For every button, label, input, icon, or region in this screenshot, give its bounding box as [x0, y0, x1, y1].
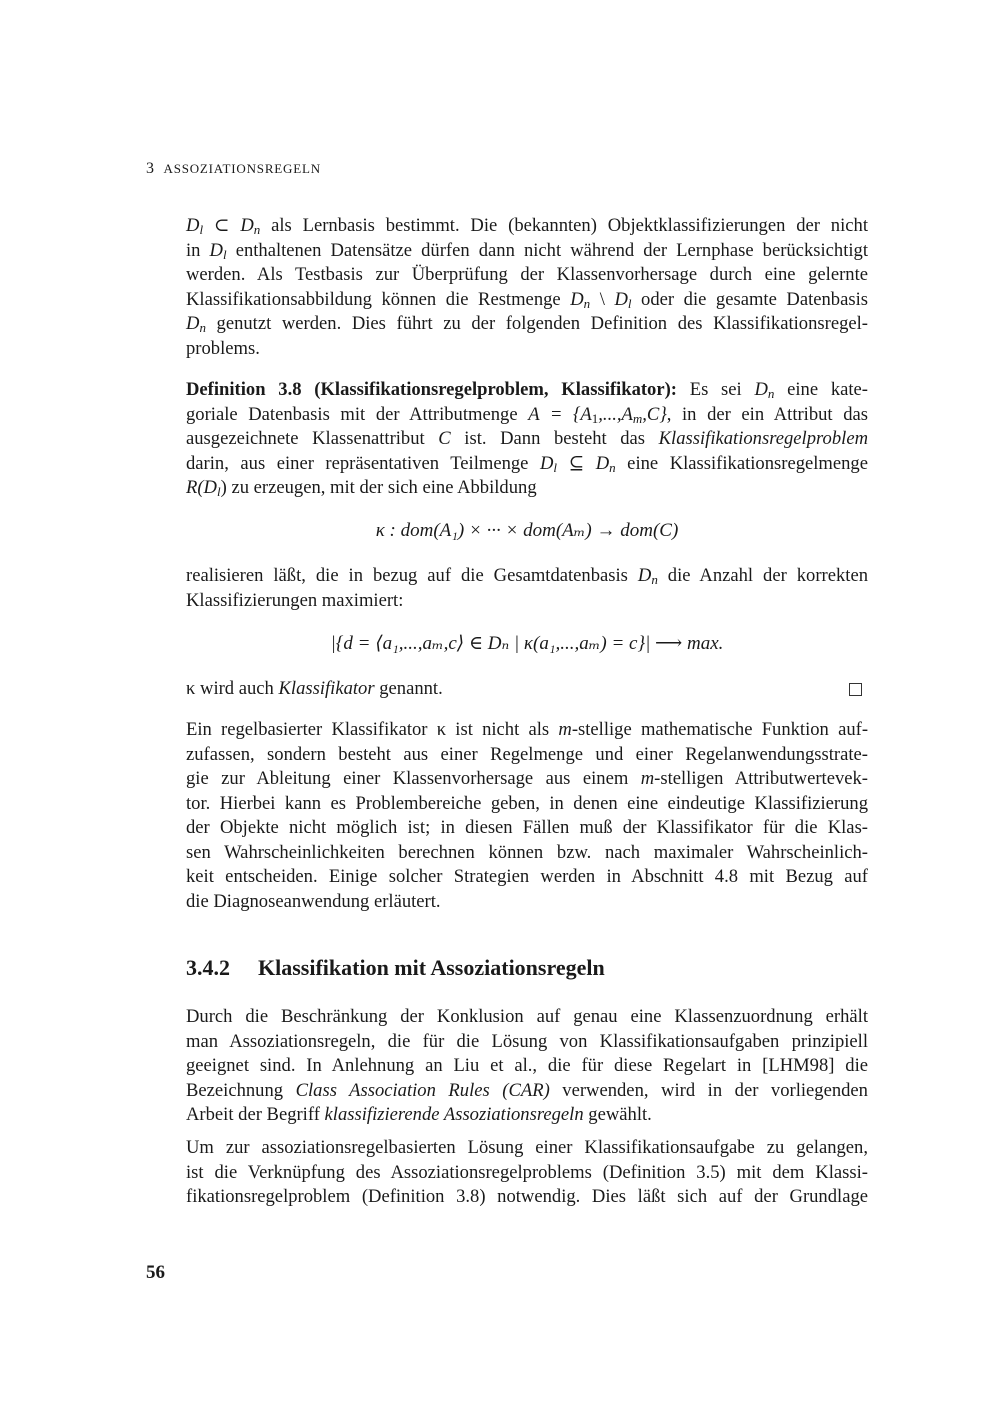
paragraph-intro [186, 214, 868, 361]
definition-closing-line: κ wird auch Klassifikator genannt. [186, 677, 868, 702]
text-line: werden. Als Testbasis zur Überprüfung der Klassenvorhersage durch eine gelernte [186, 264, 868, 285]
text-line: Arbeit der Begriff klassifizierende Assoziationsregeln gewählt. [186, 1104, 652, 1125]
text-line: $D_l$ ⊂ $D_n$ als Lernbasis bestimmt. Die (bekannten) Objektklassifizierungen der nicht [186, 215, 868, 237]
text-line: Klassifikationsabbildung können die Restmenge $D_n$ \ $D_l$ oder die gesamte Datenbasis [186, 288, 868, 311]
text-line: Ein regelbasierter Klassifikator κ ist nicht als m-stellige mathematische Funktion auf- [186, 719, 869, 740]
text-line: tor. Hierbei kann es Problembereiche geben, in denen eine eindeutige Klassifizierung [186, 792, 868, 814]
term-car: Class Association Rules (CAR) [295, 1079, 550, 1101]
text-line: in $D_l$ enthaltenen Datensätze dürfen dann nicht während der Lernphase berücksichtigt [186, 239, 868, 262]
text-line: Klassifizierungen maximiert: [186, 589, 404, 611]
text-line: gie zur Ableitung einer Klassenvorhersage aus einem m-stelligen Attributwertevek- [186, 768, 868, 789]
text-line: die Diagnoseanwendung erläutert. [186, 890, 441, 912]
text-line: geeignet sind. In Anlehnung an Liu et al., die für diese Regelart in [LHM98] die [186, 1055, 868, 1076]
definition-title: (Klassifikationsregelproblem, Klassifikator): [314, 379, 677, 400]
text-line: Bezeichnung Class Association Rules (CAR) verwenden, wird in der vorliegenden [186, 1079, 868, 1101]
chapter-title: ASSOZIATIONSREGELN [163, 161, 321, 176]
definition-continued [186, 564, 868, 613]
definition-label: Definition 3.8 [186, 379, 302, 400]
section-heading [186, 955, 605, 981]
text-line: $R(D_l)$ zu erzeugen, mit der sich eine Abbildung [186, 477, 537, 499]
chapter-number: 3 [146, 160, 155, 177]
term-klassifikator: Klassifikator [278, 678, 375, 699]
text-line: zufassen, sondern besteht aus einer Regelmenge und einer Regelanwendungsstrate- [186, 743, 868, 765]
text-line: Um zur assoziationsregelbasierten Lösung einer Klassifikationsaufgabe zu gelangen, [186, 1137, 868, 1158]
text-line: keit entscheiden. Einige solcher Strategien werden in Abschnitt 4.8 mit Bezug auf [186, 866, 868, 887]
text-line: $D_n$ genutzt werden. Dies führt zu der folgenden Definition des Klassifikationsregel- [186, 313, 868, 335]
section-title: Klassifikation mit Assoziationsregeln [258, 955, 605, 980]
text-line: man Assoziationsregeln, die für die Lösung von Klassifikationsaufgaben prinzipiell [186, 1030, 868, 1052]
running-header [146, 160, 321, 178]
formula-kappa-mapping: κ : dom(A₁) × ··· × dom(Aₘ) → dom(C) [375, 520, 679, 541]
text-line: realisieren läßt, die in bezug auf die Gesamtdatenbasis $D_n$ die Anzahl der korrekten [186, 565, 868, 587]
formula-maximization: |{d = ⟨a₁,...,aₘ,c⟩ ∈ Dₙ | κ(a₁,...,aₘ) = c}| ⟶ max. [330, 633, 724, 654]
term-klassifizierende: klassifizierende Assoziationsregeln [324, 1104, 584, 1125]
definition-block [186, 378, 868, 501]
text-line: problems. [186, 337, 260, 359]
text-line: ausgezeichnete Klassenattribut C ist. Dann besteht das Klassifikationsregelproblem [186, 428, 868, 449]
text-line: sen Wahrscheinlichkeiten berechnen können bzw. nach maximaler Wahrscheinlich- [186, 841, 868, 863]
text-line: goriale Datenbasis mit der Attributmenge $A = \{A_1,...,A_m,C\}$, in der ein Attribut das [186, 403, 868, 426]
page-number: 56 [146, 1262, 165, 1283]
text-line: ist die Verknüpfung des Assoziationsregelproblems (Definition 3.5) mit dem Klassi- [186, 1161, 868, 1183]
text-line: Durch die Beschränkung der Konklusion auf genau eine Klassenzuordnung erhält [186, 1006, 868, 1027]
term-klassifikationsregelproblem: Klassifikationsregelproblem [658, 428, 868, 449]
paragraph-combination [186, 1136, 868, 1210]
text-line: der Objekte nicht möglich ist; in diesen Fällen muß der Klassifikator für die Klas- [186, 817, 868, 838]
paragraph-classifier [186, 718, 868, 914]
text-line: Definition 3.8 (Klassifikationsregelproblem, Klassifikator): Es sei $D_n$ eine kate- [186, 379, 868, 401]
paragraph-car [186, 1005, 868, 1128]
qed-square-icon [849, 683, 862, 696]
section-number: 3.4.2 [186, 955, 230, 980]
text-line: darin, aus einer repräsentativen Teilmenge $D_l$ ⊆ $D_n$ eine Klassifikationsregelmenge [186, 452, 868, 475]
text-line: fikationsregelproblem (Definition 3.8) notwendig. Dies läßt sich auf der Grundlage [186, 1186, 868, 1207]
